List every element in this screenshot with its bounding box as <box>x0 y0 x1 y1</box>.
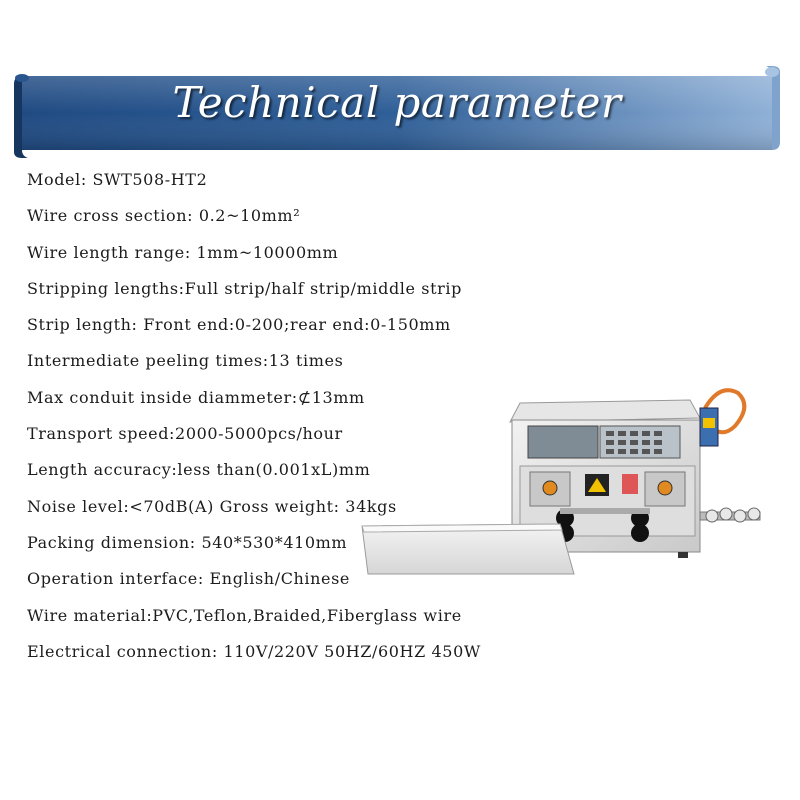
machine-photo <box>360 378 780 578</box>
spec-wire-length-range: Wire length range: 1mm~10000mm <box>27 242 339 262</box>
spec-electrical-connection: Electrical connection: 110V/220V 50HZ/60HZ 450W <box>27 641 481 661</box>
spec-wire-cross-section: Wire cross section: 0.2~10mm² <box>27 206 301 226</box>
spec-noise-weight: Noise level:<70dB(A) Gross weight: 34kgs <box>27 496 397 516</box>
spec-length-accuracy: Length accuracy:less than(0.001xL)mm <box>27 460 371 480</box>
spec-packing-dimension: Packing dimension: 540*530*410mm <box>27 532 348 552</box>
spec-transport-speed: Transport speed:2000-5000pcs/hour <box>27 424 343 444</box>
spec-intermediate-peeling: Intermediate peeling times:13 times <box>27 351 344 371</box>
title-banner <box>14 66 780 158</box>
spec-strip-length: Strip length: Front end:0-200;rear end:0-150mm <box>27 315 451 335</box>
banner-title: Technical parameter <box>172 78 622 127</box>
spec-wire-material: Wire material:PVC,Teflon,Braided,Fiberglass wire <box>27 605 462 625</box>
spec-operation-interface: Operation interface: English/Chinese <box>27 569 351 589</box>
spec-max-conduit: Max conduit inside diammeter:⊄13mm <box>27 387 365 407</box>
spec-stripping-lengths: Stripping lengths:Full strip/half strip/middle strip <box>27 278 462 298</box>
spec-model: Model: SWT508-HT2 <box>27 170 208 189</box>
